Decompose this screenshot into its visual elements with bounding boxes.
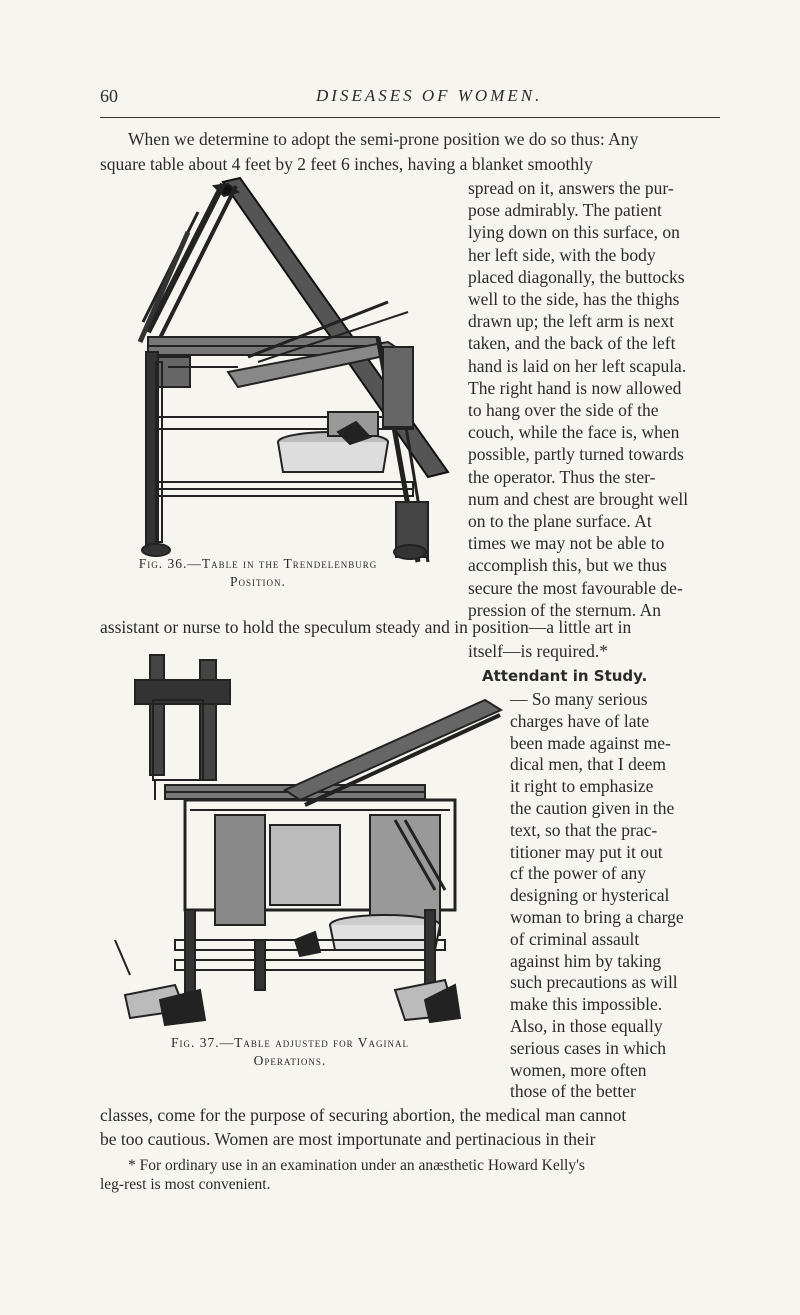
text-line: times we may not be able to: [468, 533, 665, 554]
text-line: possible, partly turned towards: [468, 444, 684, 465]
footnote-line2: leg-rest is most convenient.: [100, 1176, 271, 1193]
text-line: cf the power of any: [510, 863, 647, 884]
text-line: square table about 4 feet by 2 feet 6 inches, having a blanket smoothly: [100, 154, 593, 174]
text-line: When we determine to adopt the semi-prone position we do so thus: Any: [128, 129, 639, 149]
text-line: itself—is required.*: [468, 641, 608, 661]
footnote-line1: * For ordinary use in an examination under an anæsthetic Howard Kelly's: [128, 1157, 585, 1174]
text-line: assistant or nurse to hold the speculum steady and in position—a little art in: [100, 617, 632, 637]
text-line: those of the better: [510, 1081, 636, 1102]
text-line: — So many serious: [510, 689, 648, 709]
text-line: placed diagonally, the buttocks: [468, 266, 685, 287]
text-line: to hang over the side of the: [468, 400, 659, 420]
text-line: spread on it, answers the pur-: [468, 178, 674, 198]
text-line: woman to bring a charge: [510, 907, 684, 927]
text-line: taken, and the back of the left: [468, 333, 676, 354]
text-line: pose admirably. The patient: [468, 200, 662, 221]
text-line: hand is laid on her left scapula.: [468, 355, 687, 376]
text-line: be too cautious. Women are most importunate and pertinacious in their: [100, 1129, 596, 1149]
sidenote-title-text: Attendant in Study.: [482, 667, 648, 685]
page-number: 60: [100, 86, 118, 106]
text-line: the caution given in the: [510, 798, 675, 818]
running-head: DISEASES OF WOMEN.: [316, 86, 543, 105]
text-line: such precautions as will: [510, 972, 678, 993]
figure-37-caption-line1: Fig. 37.—Table adjusted for Vaginal: [170, 1035, 409, 1050]
figure-36-table-trendelenburg: [128, 172, 468, 567]
figure-36-caption-line2: Position.: [230, 574, 286, 589]
text-line: num and chest are brought well: [468, 488, 689, 509]
text-line: classes, come for the purpose of securing abortion, the medical man cannot: [100, 1105, 627, 1125]
text-line: dical men, that I deem: [510, 754, 666, 775]
figure-36-caption: [88, 555, 428, 591]
footnote: [100, 1156, 720, 1194]
figure-37-table-vaginal-operations: [105, 640, 515, 1030]
text-line: women, more often: [510, 1059, 647, 1080]
text-line: secure the most favourable de-: [468, 577, 683, 598]
text-line: the operator. Thus the ster-: [468, 466, 656, 487]
text-line: titioner may put it out: [510, 841, 663, 862]
text-line: charges have of late: [510, 710, 650, 731]
header-rule: [100, 117, 720, 118]
text-line: against him by taking: [510, 950, 662, 971]
text-line: her left side, with the body: [468, 244, 656, 265]
text-line: on to the plane surface. At: [468, 511, 652, 531]
text-line: been made against me-: [510, 732, 671, 753]
text-line: couch, while the face is, when: [468, 422, 680, 443]
figure-37-caption-line2: Operations.: [253, 1053, 327, 1068]
text-line: pression of the sternum. An: [468, 599, 661, 620]
text-line: make this impossible.: [510, 994, 663, 1015]
figure-36-caption-line1: Fig. 36.—Table in the Trendelenburg: [138, 556, 378, 571]
text-line: designing or hysterical: [510, 885, 670, 906]
text-line: Also, in those equally: [510, 1016, 663, 1036]
text-line: of criminal assault: [510, 928, 640, 949]
text-line: lying down on this surface, on: [468, 222, 680, 243]
text-line: drawn up; the left arm is next: [468, 311, 675, 332]
text-line: accomplish this, but we thus: [468, 555, 667, 576]
text-line: text, so that the prac-: [510, 819, 658, 840]
text-line: it right to emphasize: [510, 776, 654, 797]
text-line: well to the side, has the thighs: [468, 289, 680, 309]
figure-37-caption: [100, 1034, 480, 1070]
text-line: The right hand is now allowed: [468, 377, 682, 398]
text-line: serious cases in which: [510, 1037, 667, 1058]
